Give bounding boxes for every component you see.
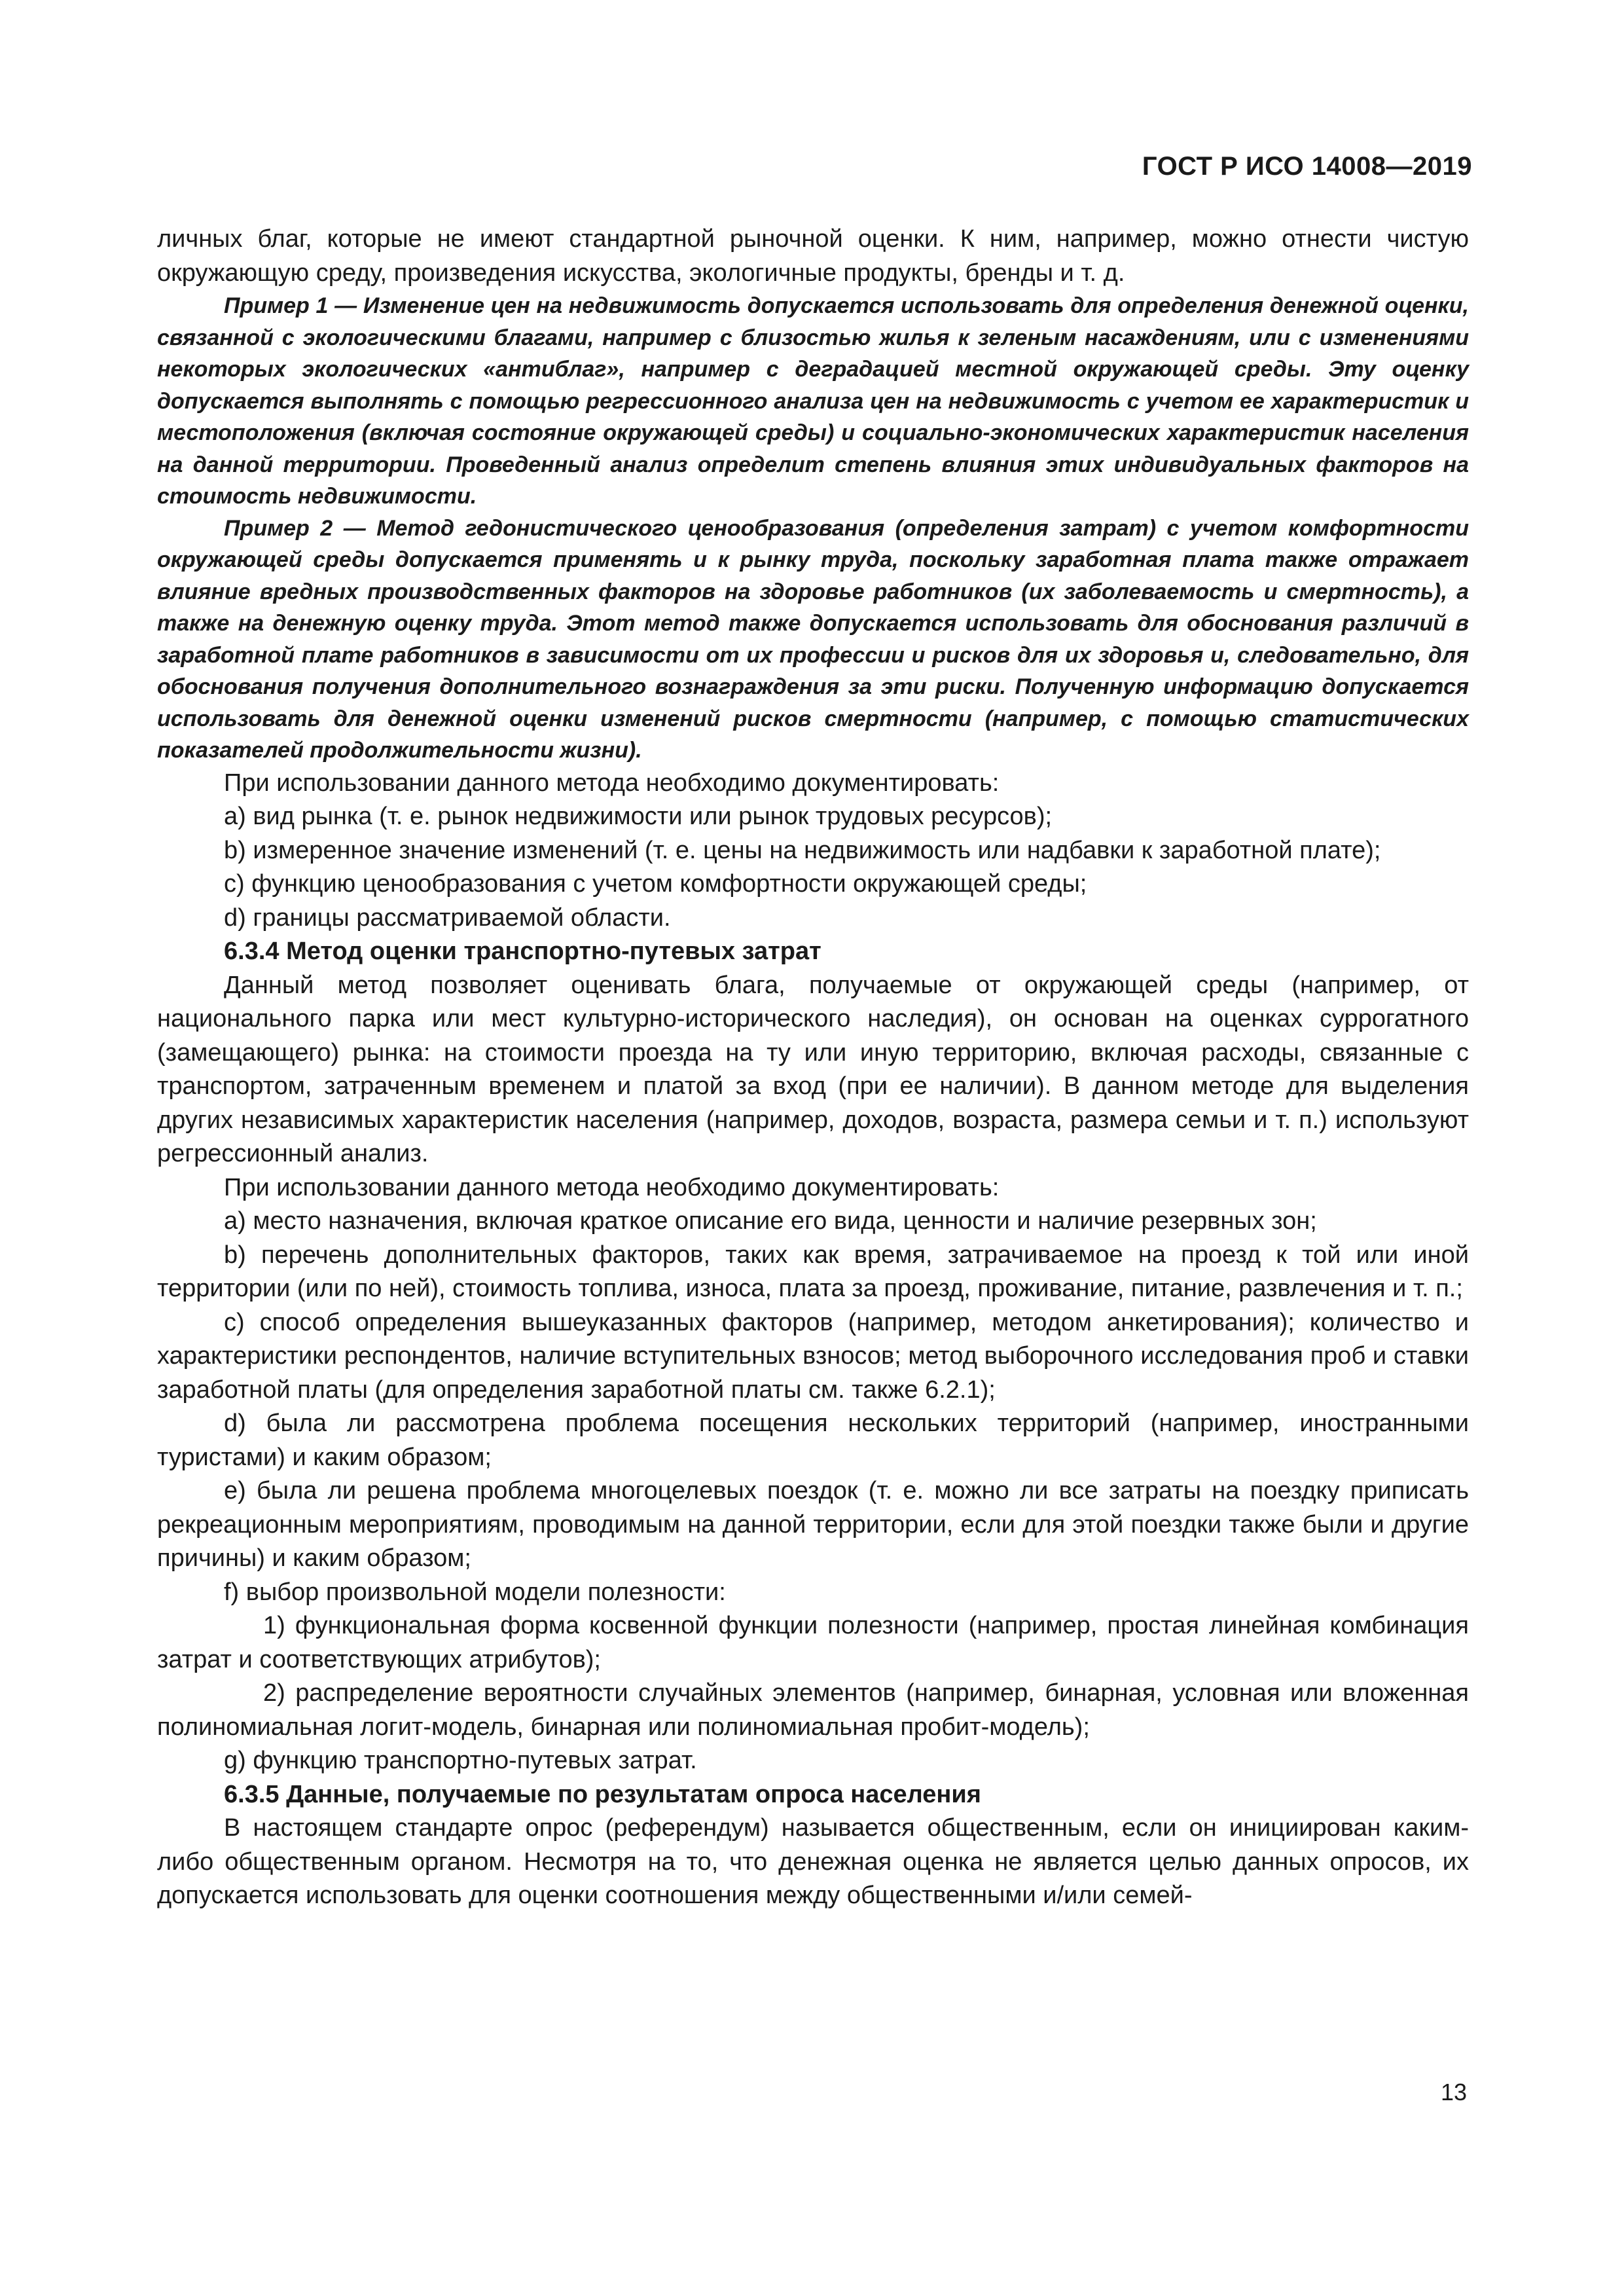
list1-item-d: d) границы рассматриваемой области.: [224, 903, 671, 932]
list2-item-c: c) способ определения вышеуказанных факторов (например, методом анкетирования); количество и характеристики респондентов, наличие вступительных взносов; метод выборочного исследования проб и ставки заработной платы (для определения заработной платы см. также 6.2.1);: [157, 1308, 1469, 1404]
section-6-3-4-paragraph: Данный метод позволяет оценивать блага, получаемые от окружающей среды (например, от национального парка или мест культурно-исторического наследия), он основан на оценках суррогатного (замещающего) рынка: на стоимости проезда на ту или иную территорию, включая расходы, связанные с транспортом, затраченным временем и платой за вход (при ее наличии). В данном методе для выделения других независимых характеристик населения (например, доходов, возраста, размера семьи и т. п.) используют регрессионный анализ.: [157, 971, 1469, 1167]
list2-item-a: a) место назначения, включая краткое описание его вида, ценности и наличие резервных зон;: [224, 1207, 1317, 1235]
section-heading-6-3-4: 6.3.4 Метод оценки транспортно-путевых затрат: [224, 938, 821, 965]
documentation-lead-2: При использовании данного метода необходимо документировать:: [224, 1173, 1000, 1201]
example-2: Пример 2 — Метод гедонистического ценообразования (определения затрат) с учетом комфортности окружающей среды допускается применять и к рынку труда, поскольку заработная плата также отражает влияние вредных производственных факторов на здоровье работников (их заболеваемость и смертность), а также на денежную оценку труда. Этот метод также допускается использовать для обоснования различий в заработной плате работников в зависимости от их профессии и рисков для их здоровья и, следовательно, для обоснования получения дополнительного вознаграждения за эти риски. Полученную информацию допускается использовать для денежной оценки изменений рисков смертности (например, с помощью статистических показателей продолжительности жизни).: [157, 515, 1469, 763]
example-1: Пример 1 — Изменение цен на недвижимость допускается использовать для определения денежной оценки, связанной с экологическими благами, например с близостью жилья к зеленым насаждениям, или с изменениями некоторых экологических «антиблаг», например с деградацией местной окружающей среды. Эту оценку допускается выполнять с помощью регрессионного анализа цен на недвижимость с учетом ее характеристик и местоположения (включая состояние окружающей среды) и социально-экономических характеристик населения на данной территории. Проведенный анализ определит степень влияния этих индивидуальных факторов на стоимость недвижимости.: [157, 293, 1469, 509]
sublist-item-2: 2) распределение вероятности случайных элементов (например, бинарная, условная или вложенная полиномиальная логит-модель, бинарная или полиномиальная пробит-модель);: [157, 1679, 1469, 1741]
document-header: ГОСТ Р ИСО 14008—2019: [1142, 152, 1472, 181]
page-number: 13: [1440, 2079, 1467, 2105]
list2-item-e: e) была ли решена проблема многоцелевых поездок (т. е. можно ли все затраты на поездку приписать рекреационным мероприятиям, проводимым на данной территории, если для этой поездки также были и другие причины) и каким образом;: [157, 1477, 1469, 1572]
list2-item-g: g) функцию транспортно-путевых затрат.: [224, 1747, 697, 1774]
sublist-item-1: 1) функциональная форма косвенной функции полезности (например, простая линейная комбинация затрат и соответствующих атрибутов);: [157, 1612, 1469, 1673]
list2-item-b: b) перечень дополнительных факторов, таких как время, затрачиваемое на проезд к той или иной территории (или по ней), стоимость топлива, износа, плата за проезд, проживание, питание, развлечения и т. п.;: [157, 1241, 1469, 1302]
section-6-3-5-paragraph: В настоящем стандарте опрос (референдум) называется общественным, если он инициирован каким-либо общественным органом. Несмотря на то, что денежная оценка не является целью данных опросов, их допускается использовать для оценки соотношения между общественными и/или семей-: [157, 1814, 1469, 1909]
list2-item-f: f) выбор произвольной модели полезности:: [224, 1578, 726, 1606]
intro-paragraph: личных благ, которые не имеют стандартной рыночной оценки. К ним, например, можно отнести чистую окружающую среду, произведения искусства, экологичные продукты, бренды и т. д.: [157, 225, 1469, 287]
list2-item-d: d) была ли рассмотрена проблема посещения нескольких территорий (например, иностранными туристами) и каким образом;: [157, 1410, 1469, 1471]
list1-item-c: c) функцию ценообразования с учетом комфортности окружающей среды;: [224, 870, 1087, 898]
section-heading-6-3-5: 6.3.5 Данные, получаемые по результатам опроса населения: [224, 1780, 981, 1808]
list1-item-a: a) вид рынка (т. е. рынок недвижимости или рынок трудовых ресурсов);: [224, 803, 1053, 830]
page-body: [157, 223, 1469, 1913]
documentation-lead-1: При использовании данного метода необходимо документировать:: [224, 769, 1000, 797]
list1-item-b: b) измеренное значение изменений (т. е. цены на недвижимость или надбавки к заработной плате);: [224, 836, 1381, 864]
